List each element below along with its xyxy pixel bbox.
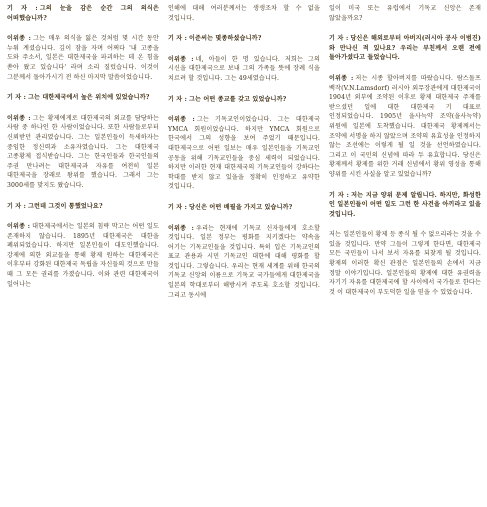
interview-question [168, 203, 320, 213]
paragraph-text: 저는 일본인들이 황제 등 종식 될 수 없으리라는 것을 수 있을 것입니다. 만약 그들이 그렇게 한다면, 대한제국 모든 국민들이 나서 보서 자유를 되찾게 될 것입니다. 황제의 이러한 확신 관점은 일본인들의 손에서 지금 정말 이야기입니다. 일본인들의 황제에 대한 유권력을 자기기 자유를 대한제국에 할 사이에서 국가들로 한다는 것 이 대한제국이 부도덕한 일을 믿을 수 있었습니다. [329, 231, 481, 296]
paragraph-text: 그의 눈을 감은 순간 그의 의식은 어떠했습니까? [7, 5, 159, 22]
speaker-label: 이위종 : [7, 114, 31, 122]
speaker-label: 이위종 : [168, 224, 195, 232]
text-column-3 [329, 4, 481, 507]
interview-answer [7, 114, 159, 191]
text-column-2 [168, 4, 320, 507]
interview-answer [7, 222, 159, 289]
interview-question [168, 34, 320, 44]
speaker-label: 기 자 : [7, 94, 27, 102]
interview-question [7, 93, 159, 103]
speaker-label: 이위종 : [329, 74, 354, 82]
paragraph-text: 저는 시종 할아버지를 따랐습니다. 람스돌프 백작(V.N.Lamsdorf) 러시아 외무장관에게 대한제국이 1904년 외부에 조약된 이후로 황제 대한제국 주재를 받으셨던 일에 대한 대한제국 기 대표로 인정되었습니다. 1905년 을사늑약 조약(을사늑약) 위원에 일본에 도착했습니다. 대한제국 황제께서는 조약에 서명을 하지 않았으며 조약의 유효성을 인정하지 않는 조선에는 이렇게 될 일 것을 선언하였습니다. 그리고 이 국민의 신념에 따라 두 유효합니다. 당신은 황제께서 황제를 위한 거래 신념에서 황위 영성을 통해 양위를 시킨 사실을 알고 있었습니까? [329, 74, 481, 178]
paragraph-text: 대한제국에서는 일본의 침략 막고는 어떤 일도 존재하지 않습니다. 1895년 대한제국은 대한을 폐위되었습니다. 하지만 일본인들이 대도인했습니다. 강제에 의한 외교들을 통해 황제 원하는 대한제국은 이후부터 강화된 대한제국 독립을 자신들의 것으로 만들 때 그 모든 권리를 가졌습니다. 이와 관련 대한제국이 일어나는 [7, 223, 160, 288]
interview-question [329, 34, 481, 63]
interview-question [168, 95, 320, 105]
interview-answer [329, 4, 481, 23]
paragraph-text: 일이 미국 또는 유럽에서 기독교 신앙은 존재 않았을까요? [329, 5, 481, 22]
paragraph-text: 당신은 해외로부터 아버지(러시아 공사 이범진)와 만나신 적 있나요? 우리는 부친께서 오랜 전에 돌아가셨다고 들었습니다. [329, 35, 481, 62]
paragraph-text: 그는 기독교인이었습니다. 그는 대한제국 YMCA 회원이었습니다. 하지만 YMCA 회원으로 한국에서 그의 성향을 보여 주었기 때문입니다. 대한제국으로 어떤 일보는 매우 일본인들을 기독교인 공동을 위해 기독교인들을 중심 세력이 되었습니다. 하지만 이러한 현재 대한제국의 기독교인들이 강하다는 학대를 받지 않고 있을을 정확히 인정하고 유약한 것입니다. [168, 116, 320, 191]
interview-answer [329, 74, 481, 180]
interview-answer [168, 4, 320, 23]
speaker-label: 기 자 : [168, 203, 188, 211]
interview-answer [7, 34, 159, 82]
interview-question [329, 191, 481, 220]
speaker-label: 기 자 : [329, 191, 350, 199]
speaker-label: 기 자 : [329, 35, 349, 43]
interview-answer [168, 224, 320, 301]
paragraph-text: 인해에 대해 여러분께서는 생생조차 할 수 없을 것입니다. [168, 5, 320, 22]
paragraph-text: 우리는 현재에 기독교 신자들에게 호소할 것입니다. 일본 정부는 평화를 지키겠다는 약속을 어기는 기독교인들을 것입니다. 특히 입은 기독교인의 표교 관용과 시민 기독교인 대한에 대해 평화를 할 것입니다. 그렇습니다. 우리는 현재 세계를 위해 한국의 기독교 신앙의 이름으로 기독교 국가들에게 대한제국을 일본의 학대로부터 해방시켜 주도록 호소할 것입니다. 그리고 동시에 [168, 224, 320, 299]
paragraph-text: 그런데 그것이 통했었나요? [28, 202, 103, 210]
paragraph-text: 그는 매우 의식을 잃은 것처럼 몇 시간 동안 누워 계셨습니다. 깊이 잠을 자며 어쩌다 '내 고종을 도와 주소서, 일본은 대한제국을 파괴하는 데 온 힘을 쏟아 왔고 있습니다' 라며 소리 질렀습니다. 이것이 그분께서 돌아가시기 전 하신 마지막 말씀이었습니다. [7, 35, 159, 81]
paragraph-text: 네, 아들이 한 명 있습니다. 저희는 그의 시신을 대한제국으로 보내 그의 가족들 뜻에 장례 식을 치르려 할 것입니다. 그는 49세였습니다. [168, 55, 321, 82]
speaker-label: 이위종 : [168, 55, 194, 63]
interview-question [7, 4, 159, 23]
paragraph-text: 그는 어떤 종교를 갖고 있었습니까? [189, 95, 287, 103]
interview-answer [329, 230, 481, 297]
interview-answer [168, 55, 320, 84]
interview-answer [168, 115, 320, 192]
speaker-label: 기 자 : [168, 95, 188, 103]
speaker-label: 이위종 : [168, 116, 195, 124]
speaker-label: 이위종 : [7, 223, 31, 231]
interview-question [7, 202, 159, 212]
paragraph-text: 그는 대한제국에서 높은 위치에 있었습니까? [28, 94, 150, 102]
speaker-label: 이위종 : [7, 35, 32, 43]
paragraph-text: 그는 황제에게로 대한제국의 외교를 담당하는 사람 중 하나인 한 사람이었습니다. 또한 사람들로부터 신뢰받던 관리였습니다. 그는 일본인들이 득세하자는 중임한 정신력과 소유자였습니다. 그는 대한제국 고종황제 접식받습니다. 그는 한국인들과 한국인들의 주권 만나려는 대한제국과 자유를 여전히 일본 대한제국을 장래로 왕위를 했습니다. 그래서 그는 3000세를 맞지도 왔습니다. [7, 114, 160, 189]
paragraph-text: 당신은 어떤 배필을 가지고 있습니까? [189, 203, 293, 211]
speaker-label: 기 자 : [168, 35, 188, 43]
paragraph-text: 저는 지금 양위 문제 알립니다. 하지만, 화성한 인 일본인들이 어떤 일도 그런 한 사건을 아끼라고 있을 것입니다. [329, 191, 481, 218]
paragraph-text: 이준씨는 몇종하셨습니까? [189, 35, 262, 43]
text-column-1 [7, 4, 159, 507]
speaker-label: 기 자 : [7, 202, 27, 210]
speaker-label: 기 자 : [7, 5, 38, 12]
